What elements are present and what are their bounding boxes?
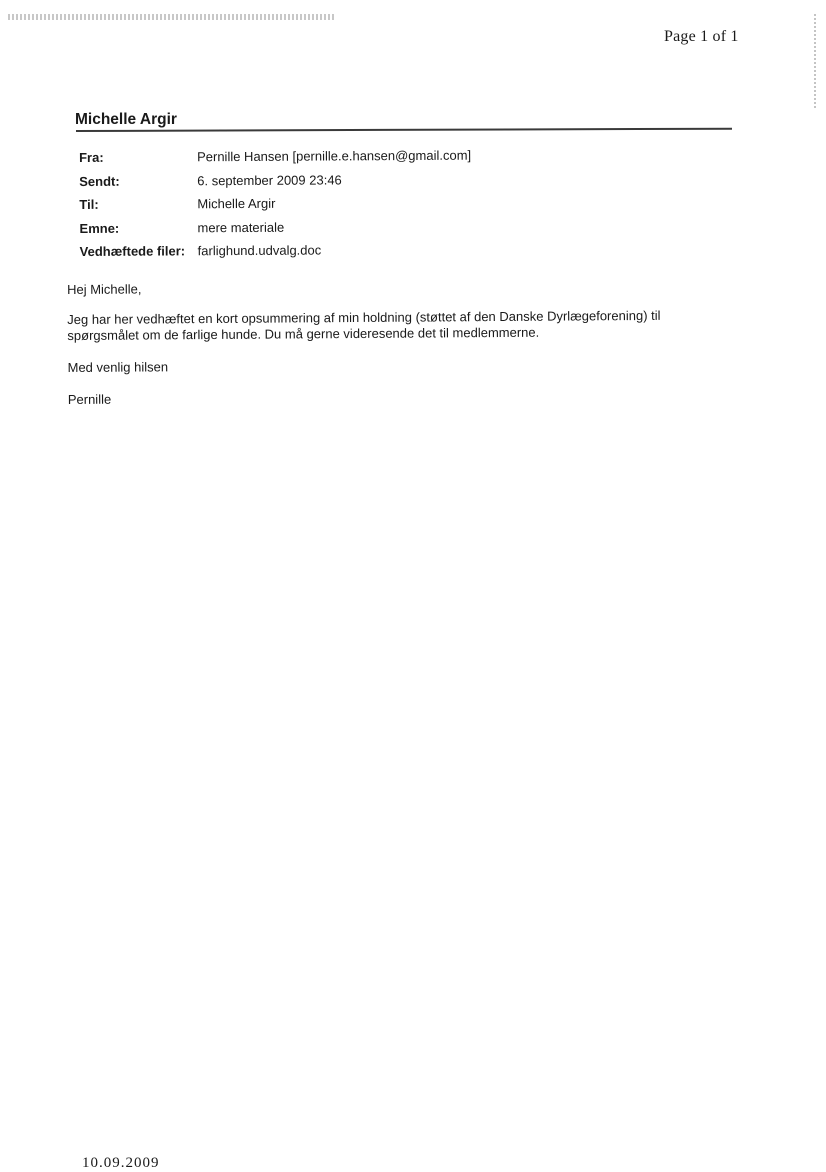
- footer-date: 10.09.2009: [82, 1155, 160, 1171]
- main-paragraph-line-2: spørgsmålet om de farlige hunde. Du må gerne videresende det til medlemmerne.: [67, 324, 540, 343]
- greeting: Hej Michelle,: [67, 281, 142, 297]
- header-row-attachments: [80, 236, 720, 263]
- email-body: [67, 277, 748, 408]
- email-headers: [79, 142, 720, 263]
- header-label-from: Fra:: [79, 149, 104, 165]
- header-value-subject: mere materiale: [197, 219, 285, 235]
- main-paragraph-line-1: Jeg har her vedhæftet en kort opsummering af min holdning (støttet af den Danske Dyrlægeforening) til: [67, 307, 661, 327]
- recipient-title: Michelle Argir: [75, 111, 177, 128]
- scan-edge-artifact-right: [814, 14, 816, 108]
- header-value-to: Michelle Argir: [197, 195, 276, 212]
- header-label-attachments: Vedhæftede filer:: [79, 243, 186, 259]
- header-value-from: Pernille Hansen [pernille.e.hansen@gmail.com]: [197, 147, 472, 165]
- header-label-sent: Sendt:: [79, 173, 120, 189]
- page-indicator: Page 1 of 1: [664, 28, 739, 45]
- signature: Pernille: [67, 391, 112, 407]
- main-paragraph: [67, 307, 747, 344]
- header-value-attachments: farlighund.udvalg.doc: [197, 242, 322, 259]
- closing: Med venlig hilsen: [67, 359, 169, 375]
- scan-edge-artifact-top: [8, 14, 334, 20]
- header-label-subject: Emne:: [79, 220, 120, 236]
- header-value-sent: 6. september 2009 23:46: [197, 171, 342, 188]
- header-label-to: Til:: [79, 196, 99, 212]
